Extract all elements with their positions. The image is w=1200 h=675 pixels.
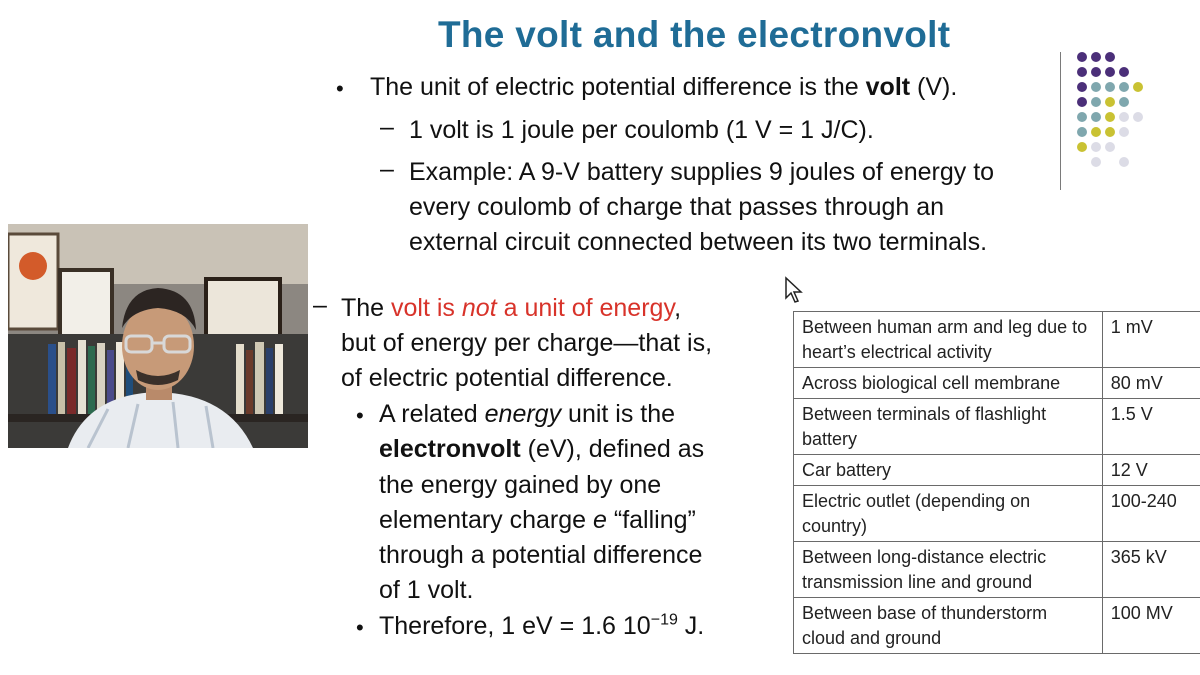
decorative-dot [1119, 127, 1129, 137]
sub-bullet-example-line1: Example: A 9-V battery supplies 9 joules of energy to [409, 158, 995, 186]
nested-electronvolt-line5: through a potential difference [379, 541, 703, 569]
voltage-value-cell: 12 V [1102, 455, 1200, 486]
nested-therefore-ev: Therefore, 1 eV = 1.6 $10^{-19}$ J. [379, 611, 705, 640]
decorative-dot [1091, 112, 1101, 122]
voltage-description-line: Between terminals of flashlight [802, 404, 1047, 424]
slide-title: The volt and the electronvolt [438, 14, 951, 55]
sub-bullet-not-energy-line3: of electric potential difference. [341, 364, 673, 392]
decorative-dot [1133, 82, 1143, 92]
sub-bullet-example-line2: every coulomb of charge that passes through an [409, 193, 945, 221]
voltage-description-line: battery [802, 429, 858, 449]
voltage-value-cell: 1.5 V [1102, 399, 1200, 455]
table-row [794, 598, 1200, 654]
table-row [794, 542, 1200, 598]
decorative-dot [1077, 112, 1087, 122]
voltage-value-cell: 100 MV [1102, 598, 1200, 654]
voltage-description-line: cloud and ground [802, 628, 942, 648]
bullet-marker: • [336, 76, 344, 101]
decorative-dot [1105, 97, 1115, 107]
decorative-dot [1133, 112, 1143, 122]
dash-marker: – [380, 155, 394, 183]
voltage-value-cell: 365 kV [1102, 542, 1200, 598]
table-row [794, 486, 1200, 542]
decorative-dot [1077, 127, 1087, 137]
voltage-description-line: Between human arm and leg due to [802, 317, 1088, 337]
decorative-dot [1077, 97, 1087, 107]
presenter-webcam [8, 224, 308, 448]
voltage-description-cell [794, 598, 1103, 654]
table-row [794, 368, 1200, 399]
voltage-description-cell [794, 368, 1103, 399]
voltage-description-line: Across biological cell membrane [802, 373, 1061, 393]
voltage-description-line: transmission line and ground [802, 572, 1033, 592]
voltage-description-line: Electric outlet (depending on [802, 491, 1031, 511]
decorative-divider [1060, 52, 1061, 190]
decorative-dot [1091, 127, 1101, 137]
sub-bullet-not-energy: The volt is not a unit of energy, [341, 294, 682, 322]
decorative-dot [1105, 67, 1115, 77]
voltage-table [793, 311, 1200, 654]
table-row [794, 399, 1200, 455]
decorative-dot [1077, 142, 1087, 152]
sub-bullet-not-energy-line2: but of energy per charge—that is, [341, 329, 713, 357]
sub-bullet-example-line3: external circuit connected between its two terminals. [409, 228, 988, 256]
decorative-dot [1105, 112, 1115, 122]
voltage-description-line: Car battery [802, 460, 892, 480]
voltage-description-cell [794, 399, 1103, 455]
bullet-marker: • [356, 403, 364, 428]
decorative-dot [1119, 112, 1129, 122]
voltage-description-cell [794, 455, 1103, 486]
decorative-dot [1077, 82, 1087, 92]
decorative-dot [1119, 67, 1129, 77]
decorative-dot [1091, 67, 1101, 77]
dash-marker: – [380, 113, 394, 141]
decorative-dot [1105, 142, 1115, 152]
voltage-value-cell: 80 mV [1102, 368, 1200, 399]
voltage-table-container [793, 310, 1200, 658]
nested-electronvolt-line4: elementary charge e “falling” [379, 506, 696, 534]
voltage-value-cell: 100-240 [1102, 486, 1200, 542]
decorative-dot [1119, 97, 1129, 107]
voltage-value-cell: 1 mV [1102, 312, 1200, 368]
table-row [794, 455, 1200, 486]
bullet-volt-unit: The unit of electric potential difference is the volt (V). [370, 73, 958, 101]
decorative-dot [1077, 52, 1087, 62]
voltage-description-cell [794, 542, 1103, 598]
decorative-dot [1091, 142, 1101, 152]
nested-electronvolt-line3: the energy gained by one [379, 471, 662, 499]
decorative-dot [1077, 67, 1087, 77]
decorative-dot [1119, 157, 1129, 167]
decorative-dot [1105, 52, 1115, 62]
nested-electronvolt-line2: electronvolt (eV), defined as [379, 435, 705, 463]
bullet-marker: • [356, 615, 364, 640]
decorative-dot [1119, 82, 1129, 92]
voltage-description-line: Between long-distance electric [802, 547, 1047, 567]
voltage-description-cell [794, 486, 1103, 542]
voltage-description-line: Between base of thunderstorm [802, 603, 1048, 623]
sub-bullet-joule-per-coulomb: 1 volt is 1 joule per coulomb (1 V = 1 J/C). [409, 116, 874, 144]
decorative-dot [1091, 82, 1101, 92]
voltage-description-line: country) [802, 516, 868, 536]
nested-electronvolt-line1: A related energy unit is the [379, 400, 676, 428]
voltage-description-line: heart’s electrical activity [802, 342, 992, 362]
mouse-pointer-icon [784, 276, 806, 304]
dash-marker: – [313, 291, 327, 319]
decorative-dot [1105, 127, 1115, 137]
decorative-dot [1105, 82, 1115, 92]
table-row [794, 312, 1200, 368]
nested-electronvolt-line6: of 1 volt. [379, 576, 474, 604]
decorative-dot [1091, 97, 1101, 107]
decorative-dot [1091, 157, 1101, 167]
decorative-dot [1091, 52, 1101, 62]
voltage-description-cell [794, 312, 1103, 368]
